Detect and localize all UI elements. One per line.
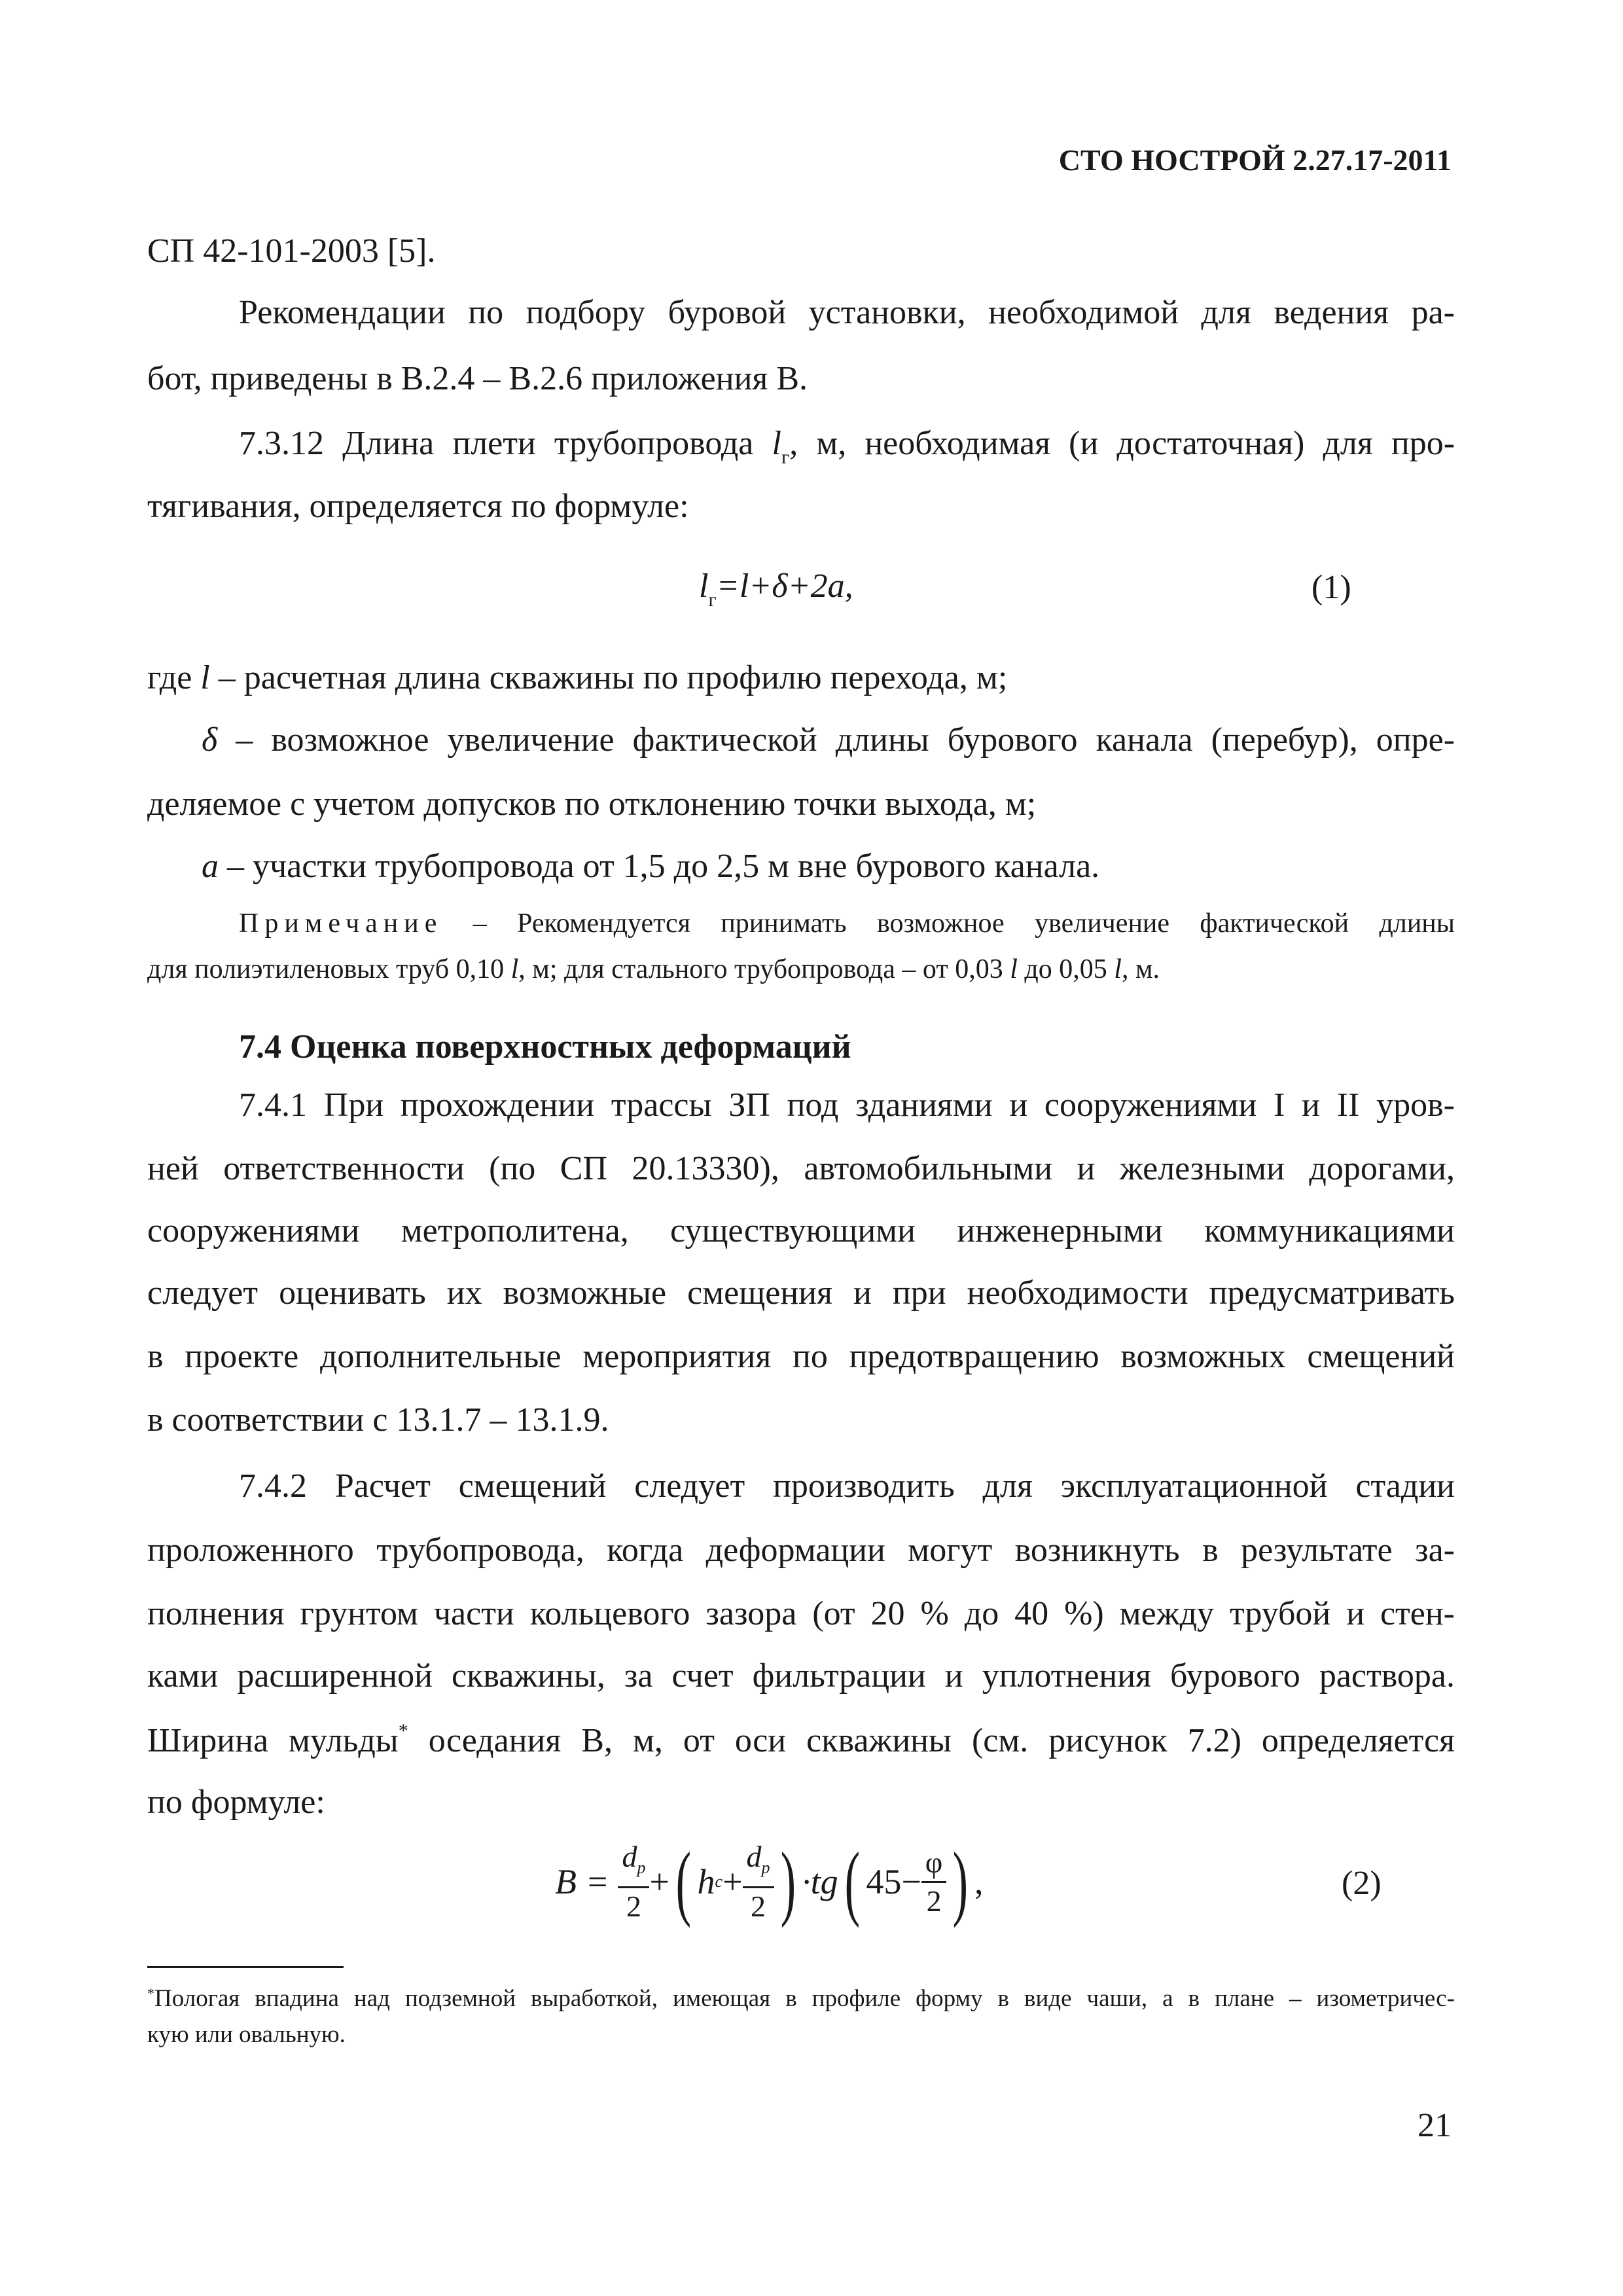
text-line: сооружениями метрополитена, существующими инженерными коммуникациями <box>147 1212 1455 1249</box>
right-paren: ) <box>952 1835 969 1928</box>
text-line: бот, приведены в В.2.4 – В.2.6 приложения В. <box>147 360 808 397</box>
text-line: где l – расчетная длина скважины по профилю перехода, м; <box>147 659 1008 696</box>
text-line: в проекте дополнительные мероприятия по предотвращению возможных смещений <box>147 1338 1455 1375</box>
text-line: 7.4.1 При прохождении трассы ЗП под зданиями и сооружениями I и II уров- <box>239 1086 1455 1124</box>
text-line <box>239 427 1455 467</box>
text-line: в соответствии с 13.1.7 – 13.1.9. <box>147 1401 609 1439</box>
text-line: полнения грунтом части кольцевого зазора (от 20 % до 40 %) между трубой и стен- <box>147 1595 1455 1632</box>
variable: $l_г$, м, необходимая (и достаточная) для про- <box>772 425 1455 468</box>
text-line: ками расширенной скважины, за счет фильтрации и уплотнения бурового раствора. <box>147 1657 1455 1695</box>
note-line: Примечание – Рекомендуется принимать возможное увеличение фактической длины <box>239 908 1455 939</box>
fraction: $\frac{d_p}{2}$ <box>743 1839 774 1925</box>
text-line: проложенного трубопровода, когда деформации могут возникнуть в результате за- <box>147 1532 1455 1569</box>
text-line: следует оценивать их возможные смещения и при необходимости предусматривать <box>147 1274 1455 1312</box>
text-line: Рекомендации по подбору буровой установки, необходимой для ведения ра- <box>239 294 1455 331</box>
text-line: 7.4.2 Расчет смещений следует производить для эксплуатационной стадии <box>239 1467 1455 1505</box>
left-paren: ( <box>844 1835 860 1928</box>
text-line: ней ответственности (по СП 20.13330), автомобильными и железными дорогами, <box>147 1150 1455 1187</box>
note-label: Примечание <box>239 908 443 939</box>
footnote-line: *Пологая впадина над подземной выработкой, имеющая в профиле форму в виде чаши, а в плане – изометричес- <box>147 1985 1455 2012</box>
text-line: деляемое с учетом допусков по отклонению точки выхода, м; <box>147 785 1037 823</box>
text-line: а – участки трубопровода от 1,5 до 2,5 м вне бурового канала. <box>202 848 1100 885</box>
text-line: СП 42-101-2003 [5]. <box>147 232 436 270</box>
document-code-header: СТО НОСТРОЙ 2.27.17-2011 <box>1058 143 1452 177</box>
text-fragment: 7.3.12 Длина плети трубопровода <box>239 425 754 462</box>
formula-number: (1) <box>1311 569 1351 606</box>
note-line: для полиэтиленовых труб 0,10 l, м; для стального трубопровода – от 0,03 l до 0,05 l, м. <box>147 954 1160 984</box>
section-heading: 7.4 Оценка поверхностных деформаций <box>239 1028 851 1066</box>
text-line: Ширина мульды* оседания В, м, от оси скважины (см. рисунок 7.2) определяется <box>147 1720 1455 1759</box>
formula-1: $l_г=l+\delta+2a$, <box>699 567 853 611</box>
right-paren: ) <box>780 1835 796 1928</box>
text-line: по формуле: <box>147 1784 325 1821</box>
left-paren: ( <box>675 1835 691 1928</box>
footnote-rule <box>147 1966 344 1968</box>
footnote-line: кую или овальную. <box>147 2021 346 2048</box>
page-number: 21 <box>1418 2107 1452 2144</box>
fraction: $\frac{d_p}{2}$ <box>618 1839 649 1925</box>
text-line: δ – возможное увеличение фактической длины бурового канала (перебур), опре- <box>202 721 1455 759</box>
text-line: тягивания, определяется по формуле: <box>147 488 689 525</box>
formula-2: B = $\frac{d_p}{2}$ + ( h c + $\frac{d_p}{2}$ ) ·tg ( 45− $\frac{\varphi}{2}$ ) , <box>555 1835 984 1928</box>
formula-number: (2) <box>1342 1865 1382 1902</box>
fraction: $\frac{\varphi}{2}$ <box>921 1844 947 1920</box>
